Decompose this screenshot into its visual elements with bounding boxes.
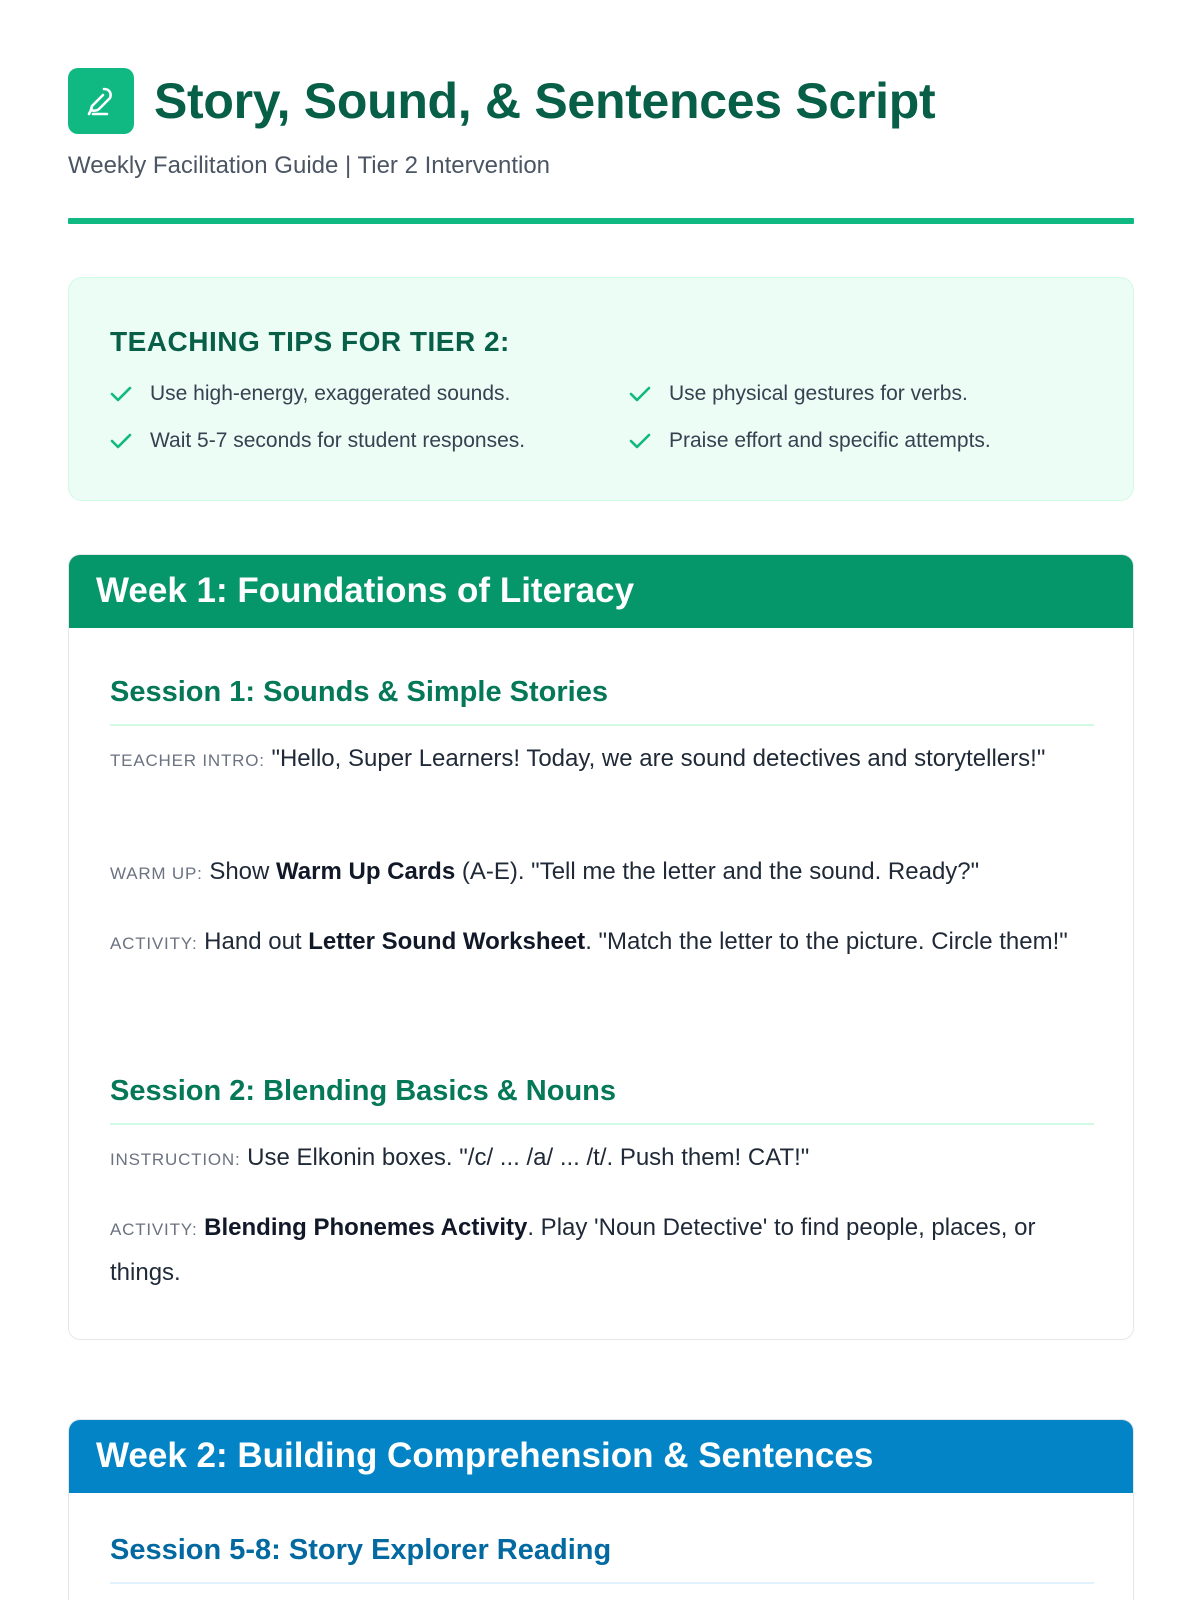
pen-nib-icon [83,83,119,119]
session-5-8 [110,1531,1094,1584]
tip-item [629,382,968,406]
tip-text: Use high-energy, exaggerated sounds. [150,382,511,405]
week-title: Week 2: Building Comprehension & Sentences [96,1436,874,1475]
header-divider [68,218,1134,224]
week-card-1 [68,554,1134,1340]
session-title: Session 2: Blending Basics & Nouns [110,1075,616,1107]
row-label: TEACHER INTRO: [110,751,265,770]
row-text: Use Elkonin boxes. "/c/ ... /a/ ... /t/. Push them! CAT!" [247,1144,810,1171]
row-text-bold: Warm Up Cards [276,858,456,885]
tip-text: Use physical gestures for verbs. [669,382,968,405]
teaching-tips-box [68,277,1134,501]
tip-item [629,429,991,453]
tips-title: TEACHING TIPS FOR TIER 2: [110,326,510,357]
session-divider [110,724,1094,726]
page-subtitle: Weekly Facilitation Guide | Tier 2 Intervention [68,152,551,179]
row-label: ACTIVITY: [110,1220,198,1239]
week-title: Week 1: Foundations of Literacy [96,571,635,610]
week-header [69,555,1133,628]
tip-item [110,382,510,406]
row-label: WARM UP: [110,864,203,883]
script-row-activity [110,920,1094,965]
page-title: Story, Sound, & Sentences Script [154,73,936,129]
session-divider [110,1582,1094,1584]
row-text: "Hello, Super Learners! Today, we are sound detectives and storytellers!" [271,745,1046,772]
session-2 [110,1072,1094,1286]
script-row-warm-up [110,850,1094,895]
row-text-pre: Hand out [204,928,309,955]
script-row-teacher-intro [110,737,1094,782]
session-title: Session 5-8: Story Explorer Reading [110,1534,612,1566]
tip-text: Praise effort and specific attempts. [669,429,991,452]
session-1 [110,673,1094,955]
row-text-post: (A-E). "Tell me the letter and the sound. Ready?" [455,858,980,885]
check-icon [110,383,136,405]
script-row-activity [110,1206,1094,1294]
session-title: Session 1: Sounds & Simple Stories [110,676,608,708]
row-label: ACTIVITY: [110,934,198,953]
row-text-post: . Play 'Noun Detective' to find people, places, or things. [110,1214,1036,1286]
check-icon [629,430,655,452]
row-text-pre: Show [209,858,277,885]
session-divider [110,1123,1094,1125]
script-row-instruction [110,1136,1094,1181]
week-card-2 [68,1419,1134,1600]
week-header [69,1420,1133,1493]
row-text-post: . "Match the letter to the picture. Circle them!" [585,928,1068,955]
row-text-bold: Blending Phonemes Activity [204,1214,528,1241]
row-text-bold: Letter Sound Worksheet [308,928,586,955]
check-icon [110,430,136,452]
row-label: INSTRUCTION: [110,1150,241,1169]
check-icon [629,383,655,405]
logo-badge [68,68,134,134]
tip-item [110,429,525,453]
tip-text: Wait 5-7 seconds for student responses. [150,429,526,452]
